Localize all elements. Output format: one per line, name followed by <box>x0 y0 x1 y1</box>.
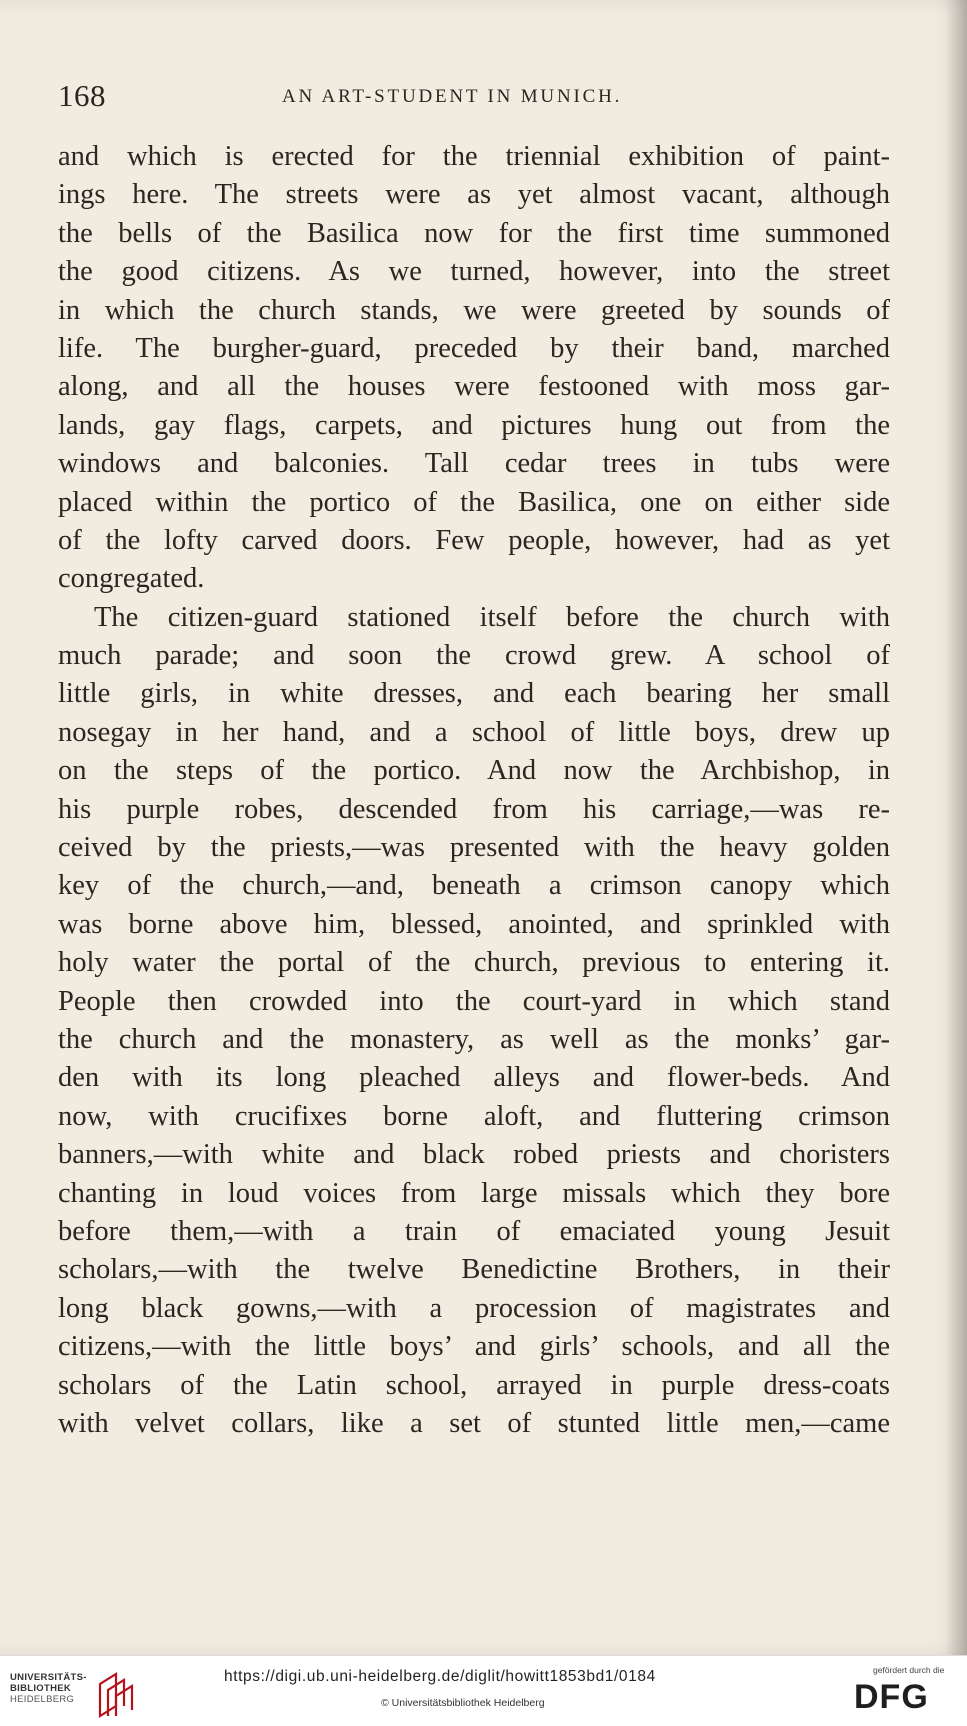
library-logo-icon <box>96 1670 138 1720</box>
text-line: now, with crucifixes borne aloft, and fluttering crimson <box>58 1100 890 1132</box>
library-name-line: BIBLIOTHEK <box>10 1683 72 1694</box>
running-head: AN ART-STUDENT IN MUNICH. <box>282 86 623 107</box>
text-line: the church and the monastery, as well as the monks’ gar- <box>58 1023 890 1055</box>
text-line: citizens,—with the little boys’ and girls’ schools, and all the <box>58 1331 890 1363</box>
text-line: scholars of the Latin school, arrayed in purple dress-coats <box>58 1369 890 1401</box>
text-line: key of the church,—and, beneath a crimson canopy which <box>58 870 890 902</box>
text-line: and which is erected for the triennial exhibition of paint- <box>58 141 890 172</box>
text-line: before them,—with a train of emaciated young Jesuit <box>58 1215 890 1247</box>
library-name-line: HEIDELBERG <box>10 1694 75 1705</box>
permalink-link[interactable]: https://digi.ub.uni-heidelberg.de/diglit/howitt1853bd1/0184 <box>224 1668 656 1685</box>
text-line: People then crowded into the court-yard in which stand <box>58 985 890 1017</box>
text-line: his purple robes, descended from his carriage,—was re- <box>58 793 890 825</box>
text-line: the bells of the Basilica now for the first time summoned <box>58 217 890 249</box>
text-line: lands, gay flags, carpets, and pictures hung out from the <box>58 409 890 441</box>
copyright-notice: © Universitätsbibliothek Heidelberg <box>381 1697 545 1709</box>
body-text <box>58 138 890 1443</box>
text-line: chanting in loud voices from large missals which they bore <box>58 1177 890 1209</box>
page-number: 168 <box>58 78 106 113</box>
text-line: The citizen-guard stationed itself before the church with <box>94 601 890 633</box>
text-line: scholars,—with the twelve Benedictine Brothers, in their <box>58 1254 890 1286</box>
text-line: windows and balconies. Tall cedar trees in tubs were <box>58 448 890 480</box>
text-line: holy water the portal of the church, previous to entering it. <box>58 947 890 979</box>
text-line: with velvet collars, like a set of stunted little men,—came <box>58 1407 890 1439</box>
text-line: ceived by the priests,—was presented with the heavy golden <box>58 832 890 864</box>
text-line: placed within the portico of the Basilica, one on either side <box>58 486 890 518</box>
dfg-logo: DFG <box>854 1678 929 1716</box>
text-line: banners,—with white and black robed priests and choristers <box>58 1139 890 1171</box>
funding-note: gefördert durch die <box>873 1665 945 1675</box>
text-line: was borne above him, blessed, anointed, and sprinkled with <box>58 908 890 940</box>
text-line: life. The burgher-guard, preceded by their band, marched <box>58 332 890 364</box>
text-line: along, and all the houses were festooned with moss gar- <box>58 371 890 403</box>
text-line: ings here. The streets were as yet almost vacant, although <box>58 179 890 211</box>
footer-bar <box>0 1655 967 1726</box>
text-line: den with its long pleached alleys and flower-beds. And <box>58 1062 890 1094</box>
library-name <box>10 1672 87 1705</box>
text-line: the good citizens. As we turned, however, into the street <box>58 256 890 288</box>
text-line: long black gowns,—with a procession of magistrates and <box>58 1292 890 1324</box>
library-name-line: UNIVERSITÄTS- <box>10 1672 87 1683</box>
text-line: on the steps of the portico. And now the Archbishop, in <box>58 755 890 787</box>
text-line: much parade; and soon the crowd grew. A school of <box>58 640 890 672</box>
page-header <box>58 78 888 112</box>
text-line: congregated. <box>58 563 205 595</box>
text-line: nosegay in her hand, and a school of little boys, drew up <box>58 716 890 748</box>
text-line: little girls, in white dresses, and each bearing her small <box>58 678 890 710</box>
text-line: of the lofty carved doors. Few people, however, had as yet <box>58 524 890 556</box>
text-line: in which the church stands, we were greeted by sounds of <box>58 294 890 326</box>
